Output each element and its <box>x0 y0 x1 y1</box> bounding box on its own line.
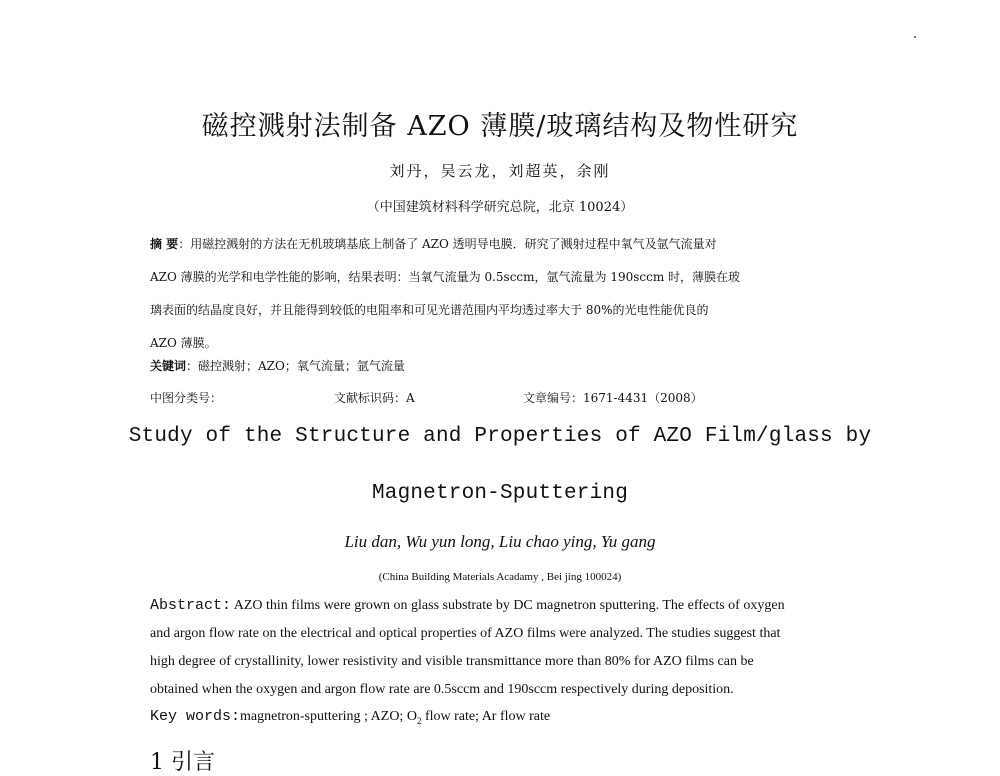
chinese-keywords-label: 关键词 <box>150 359 187 373</box>
english-keywords-label: Key words: <box>150 708 241 725</box>
english-abstract-line: obtained when the oxygen and argon flow rate are 0.5sccm and 190sccm respectively during deposition. <box>150 682 734 697</box>
english-affiliation: (China Building Materials Acadamy , Bei jing 100024) <box>378 571 622 583</box>
english-title-line-2: Magnetron-Sputtering <box>371 482 629 505</box>
document-code: 文献标识码：A <box>334 391 415 405</box>
english-abstract-label: Abstract: <box>150 597 232 614</box>
english-abstract-line: Abstract: AZO thin films were grown on glass substrate by DC magnetron sputtering. The effects of oxygen <box>150 597 785 614</box>
section-heading: 1 引言 <box>150 750 215 775</box>
english-abstract-line: and argon flow rate on the electrical and optical properties of AZO films were analyzed. The studies suggest that <box>150 626 781 641</box>
scan-speck <box>914 36 916 38</box>
chinese-abstract-line: 璃表面的结晶度良好，并且能得到较低的电阻率和可见光谱范围内平均透过率大于 80%的光电性能优良的 <box>150 303 709 317</box>
chinese-abstract-label: 摘 要 <box>150 237 179 251</box>
chinese-title: 磁控溅射法制备 AZO 薄膜/玻璃结构及物性研究 <box>201 111 799 142</box>
english-abstract-line: high degree of crystallinity, lower resistivity and visible transmittance more than 80% for AZO films can be <box>150 654 754 669</box>
chinese-abstract-line: AZO 薄膜。 <box>150 336 217 350</box>
chinese-authors: 刘丹，吴云龙，刘超英，余刚 <box>389 162 611 180</box>
chinese-abstract <box>150 228 850 360</box>
article-number: 文章编号：1671-4431（2008） <box>523 391 703 405</box>
chinese-keywords-text: ：磁控溅射；AZO；氧气流量；氩气流量 <box>186 359 405 373</box>
english-title-line-1: Study of the Structure and Properties of AZO Film/glass by <box>128 425 872 448</box>
english-abstract <box>150 592 860 704</box>
chinese-affiliation: （中国建筑材料科学研究总院，北京 10024） <box>366 200 634 215</box>
english-authors: Liu dan, Wu yun long, Liu chao ying, Yu gang <box>344 532 656 551</box>
chinese-abstract-line: 摘 要：用磁控溅射的方法在无机玻璃基底上制备了 AZO 透明导电膜．研究了溅射过程中氧气及氩气流量对 <box>150 237 717 251</box>
chinese-abstract-line: AZO 薄膜的光学和电学性能的影响，结果表明：当氧气流量为 0.5sccm，氩气流量为 190sccm 时，薄膜在玻 <box>150 270 741 284</box>
english-keywords: Key words:magnetron-sputtering ; AZO; $O_2$ flow rate; Ar flow rate <box>150 708 551 726</box>
clc-number: 中图分类号： <box>150 391 223 405</box>
chinese-keywords <box>150 357 405 374</box>
